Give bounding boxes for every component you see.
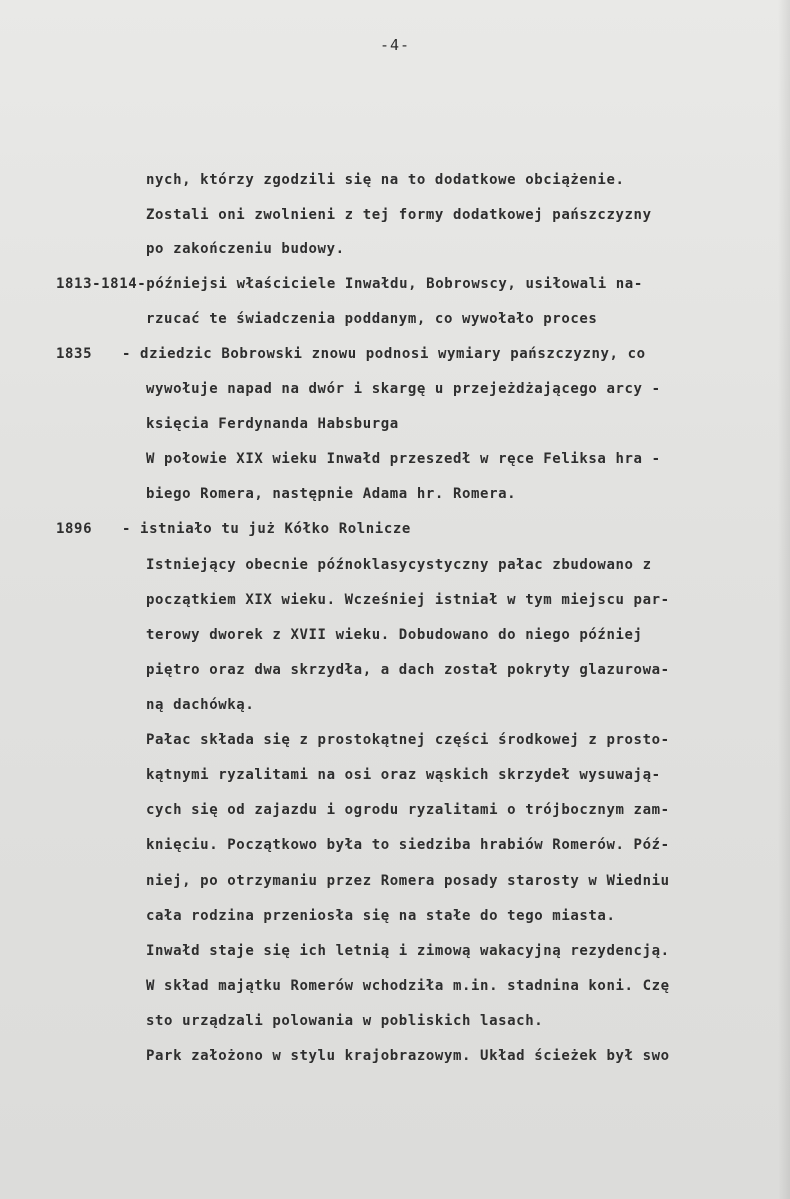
page-number: -4- xyxy=(379,36,411,54)
text-line xyxy=(0,477,790,511)
line-text: 1813-1814-późniejsi właściciele Inwałdu, Bobrowscy, usiłowali na- xyxy=(56,276,643,292)
text-line xyxy=(0,548,790,582)
line-text: cych się od zajazdu i ogrodu ryzalitami o trójbocznym zam- xyxy=(146,802,670,818)
text-line xyxy=(0,1039,790,1073)
text-line xyxy=(0,302,790,336)
text-line xyxy=(0,618,790,652)
line-text: terowy dworek z XVII wieku. Dobudowano do niego później xyxy=(146,627,643,643)
text-line xyxy=(0,864,790,898)
line-text: biego Romera, następnie Adama hr. Romera. xyxy=(146,486,517,502)
line-text: Pałac składa się z prostokątnej części środkowej z prosto- xyxy=(146,732,670,748)
line-text: Inwałd staje się ich letnią i zimową wakacyjną rezydencją. xyxy=(146,943,670,959)
line-text: - istniało tu już Kółko Rolnicze xyxy=(122,521,411,537)
line-text: Zostali oni zwolnieni z tej formy dodatkowej pańszczyzny xyxy=(146,207,652,223)
text-line xyxy=(0,969,790,1003)
line-text: W skład majątku Romerów wchodziła m.in. stadnina koni. Czę xyxy=(146,978,670,994)
line-text: sto urządzali polowania w pobliskich lasach. xyxy=(146,1013,544,1029)
text-line xyxy=(0,688,790,722)
text-line xyxy=(0,337,790,371)
text-line xyxy=(0,163,790,197)
line-text: nych, którzy zgodzili się na to dodatkowe obciążenie. xyxy=(146,172,625,188)
line-text: - dziedzic Bobrowski znowu podnosi wymiary pańszczyzny, co xyxy=(122,346,646,362)
line-text: rzucać te świadczenia poddanym, co wywołało proces xyxy=(146,311,598,327)
text-line xyxy=(0,758,790,792)
margin-date: 1896 xyxy=(56,521,93,537)
text-line xyxy=(0,653,790,687)
line-text: niej, po otrzymaniu przez Romera posady starosty w Wiedniu xyxy=(146,873,670,889)
text-line xyxy=(0,899,790,933)
line-text: piętro oraz dwa skrzydła, a dach został pokryty glazurowa- xyxy=(146,662,670,678)
text-line xyxy=(0,442,790,476)
line-text: knięciu. Początkowo była to siedziba hrabiów Romerów. Póź- xyxy=(146,837,670,853)
line-text: W połowie XIX wieku Inwałd przeszedł w ręce Feliksa hra - xyxy=(146,451,661,467)
text-line xyxy=(0,828,790,862)
line-text: Park założono w stylu krajobrazowym. Układ ścieżek był swo xyxy=(146,1048,670,1064)
line-text: początkiem XIX wieku. Wcześniej istniał w tym miejscu par- xyxy=(146,592,670,608)
text-line xyxy=(0,407,790,441)
text-line xyxy=(0,1004,790,1038)
text-line xyxy=(0,512,790,546)
line-text: kątnymi ryzalitami na osi oraz wąskich skrzydeł wysuwają- xyxy=(146,767,661,783)
line-text: wywołuje napad na dwór i skargę u przejeżdżającego arcy - xyxy=(146,381,661,397)
margin-date: 1835 xyxy=(56,346,93,362)
text-line xyxy=(0,793,790,827)
text-line xyxy=(0,267,790,301)
line-text: po zakończeniu budowy. xyxy=(146,241,345,257)
line-text: cała rodzina przeniosła się na stałe do tego miasta. xyxy=(146,908,616,924)
text-line xyxy=(0,372,790,406)
text-line xyxy=(0,934,790,968)
text-line xyxy=(0,583,790,617)
text-line xyxy=(0,723,790,757)
line-text: ną dachówką. xyxy=(146,697,255,713)
text-line xyxy=(0,198,790,232)
line-text: księcia Ferdynanda Habsburga xyxy=(146,416,399,432)
text-line xyxy=(0,232,790,266)
line-text: Istniejący obecnie późnoklasycystyczny pałac zbudowano z xyxy=(146,557,652,573)
